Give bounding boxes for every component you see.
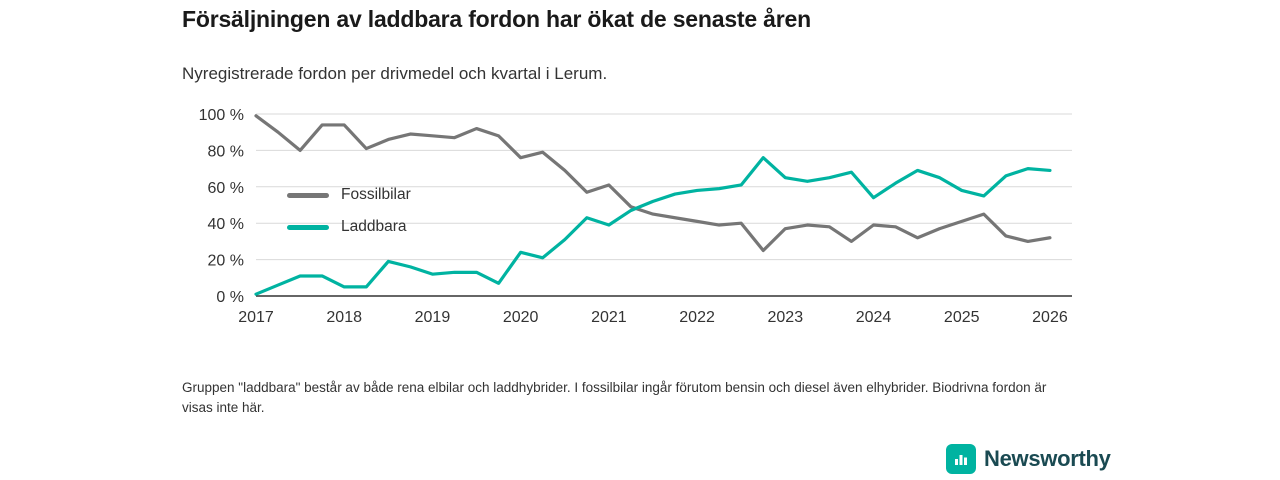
y-axis-tick-label: 100 % [198, 107, 244, 124]
chart-legend [287, 182, 411, 246]
x-axis-tick-label: 2024 [855, 309, 892, 326]
legend-item-laddbara [287, 214, 411, 240]
page-subtitle: Nyregistrerade fordon per drivmedel och kvartal i Lerum. [182, 64, 608, 83]
legend-item-fossilbilar [287, 182, 411, 208]
x-axis-tick-label: 2021 [591, 309, 627, 326]
legend-label-fossilbilar: Fossilbilar [341, 186, 411, 203]
y-axis-tick-label: 80 % [207, 143, 244, 161]
x-axis-tick-label: 2020 [502, 309, 539, 326]
page-title: Försäljningen av laddbara fordon har ökat de senaste åren [182, 6, 811, 32]
y-axis-tick-label: 0 % [216, 289, 244, 306]
legend-swatch-fossilbilar [287, 193, 329, 198]
legend-swatch-laddbara [287, 225, 329, 230]
y-axis-tick-label: 40 % [207, 216, 244, 234]
x-axis-tick-label: 2017 [238, 309, 274, 326]
newsworthy-logo [946, 444, 1111, 474]
x-axis-tick-label: 2022 [679, 309, 715, 326]
x-axis-tick-label: 2025 [943, 309, 980, 326]
bar-chart-icon [946, 444, 976, 474]
x-axis-tick-label: 2018 [326, 309, 363, 326]
legend-label-laddbara: Laddbara [341, 218, 407, 235]
y-axis-tick-label: 60 % [207, 179, 244, 197]
x-axis-tick-label: 2023 [767, 309, 804, 326]
x-axis-tick-label: 2019 [414, 309, 451, 326]
logo-text: Newsworthy [984, 446, 1111, 471]
chart-footnote: Gruppen "laddbara" består av både rena elbilar och laddhybrider. I fossilbilar ingår förutom bensin och diesel även elhybrider. Biodrivna fordon är visas inte här. [182, 380, 1047, 415]
x-axis-tick-label: 2026 [1032, 309, 1068, 326]
line-chart [182, 104, 1080, 344]
y-axis-tick-label: 20 % [207, 252, 244, 270]
